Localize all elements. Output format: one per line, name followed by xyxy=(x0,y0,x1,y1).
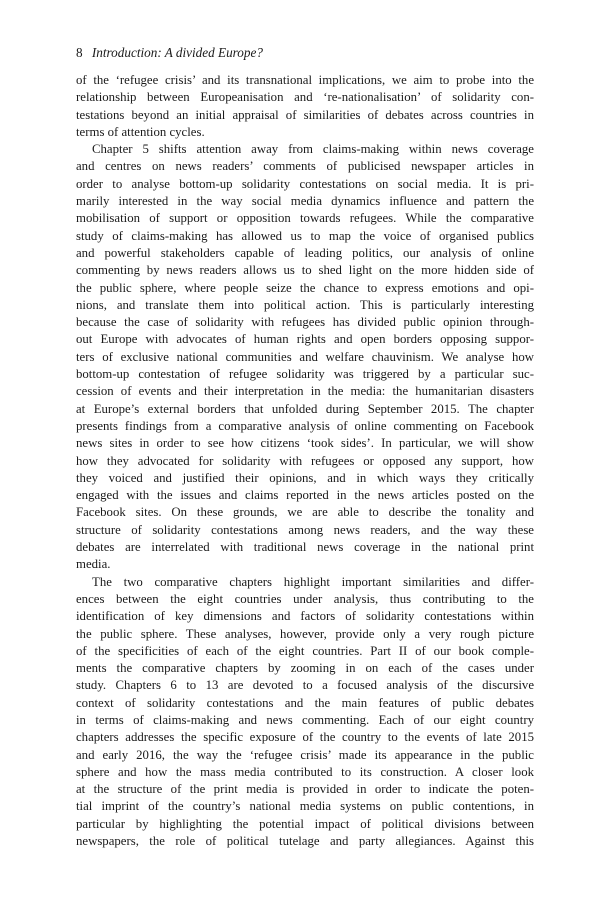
text-line: tial imprint of the country’s national media systems on public contentions, in xyxy=(76,799,534,814)
text-line: engaged with the issues and claims reported in the news articles posted on the xyxy=(76,488,534,503)
text-line: of the specificities of each of the eight countries. Part II of our book comple- xyxy=(76,643,534,658)
text-line: marily interested in the way social media dynamics influence and pattern the xyxy=(76,194,534,209)
text-line: study of claims-making has allowed us to map the voice of organised publics xyxy=(76,228,534,243)
page-number: 8 xyxy=(76,45,83,60)
text-line: mobilisation of support or opposition towards refugees. While the comparative xyxy=(76,211,534,226)
text-line: sphere and how the mass media contributed to its construction. A closer look xyxy=(76,764,534,779)
text-line: of the ‘refugee crisis’ and its transnational implications, we aim to probe into the xyxy=(76,73,534,87)
text-line: and centres on news readers’ comments of publicised newspaper articles in xyxy=(76,159,534,174)
text-line: order to analyse bottom-up solidarity contestations on social media. It is pri- xyxy=(76,176,534,191)
text-line: how they advocated for solidarity with refugees or opposed any support, how xyxy=(76,453,534,468)
text-line: chapters addresses the specific exposure of the country to the events of late 2015 xyxy=(76,730,534,745)
book-page xyxy=(76,44,534,850)
text-line: identification of key dimensions and factors of solidarity contestations within xyxy=(76,609,534,624)
text-line: the public sphere, where people seize the chance to express emotions and opi- xyxy=(76,280,534,295)
text-line: context of solidarity contestations and the main features of public debates xyxy=(76,695,534,710)
text-line: commenting by news readers allows us to shed light on the more hidden side of xyxy=(76,263,534,278)
text-line: ences between the eight countries under analysis, thus contributing to the xyxy=(76,591,534,606)
text-line: structure of solidarity contestations among news readers, and the way these xyxy=(76,522,534,537)
text-line: at Europe’s external borders that unfolded during September 2015. The chapter xyxy=(76,401,534,416)
text-line: because the case of solidarity with refugees has divided public opinion through- xyxy=(76,315,534,330)
text-line: bottom-up contestation of refugee solidarity was triggered by a particular suc- xyxy=(76,367,534,382)
text-line: and early 2016, the way the ‘refugee crisis’ made its appearance in the public xyxy=(76,747,534,762)
text-line: The two comparative chapters highlight important similarities and differ- xyxy=(92,574,534,589)
text-line: presents findings from a comparative analysis of online commenting on Facebook xyxy=(76,418,534,433)
running-head xyxy=(76,44,534,62)
text-line: newspapers, the role of political tutelage and party allegiances. Against this xyxy=(76,834,534,849)
text-line: ments the comparative chapters by zooming in on each of the cases under xyxy=(76,661,534,676)
text-line: Facebook sites. On these grounds, we are able to describe the tonality and xyxy=(76,505,534,520)
text-line: media. xyxy=(76,557,111,572)
text-line: they voiced and justified their opinions, and in which ways they critically xyxy=(76,470,534,485)
text-line: relationship between Europeanisation and ‘re-nationalisation’ of solidarity con- xyxy=(76,90,534,105)
text-line: study. Chapters 6 to 13 are devoted to a focused analysis of the discursive xyxy=(76,678,534,693)
text-line: the public sphere. These analyses, however, provide only a very rough picture xyxy=(76,626,534,641)
text-line: nions, and translate them into political action. This is particularly interesting xyxy=(76,297,534,312)
text-line: debates are interrelated with traditional news coverage in the national print xyxy=(76,540,534,555)
text-line: terms of attention cycles. xyxy=(76,124,205,139)
text-line: ters of exclusive national communities and welfare chauvinism. We analyse how xyxy=(76,349,534,364)
body-text xyxy=(76,72,534,850)
text-line: at the structure of the print media is provided in order to indicate the poten- xyxy=(76,782,534,797)
text-line: in terms of claims-making and news commenting. Each of our eight country xyxy=(76,712,534,727)
text-line: out Europe with advocates of human rights and open borders opposing suppor- xyxy=(76,332,534,347)
running-head-title: Introduction: A divided Europe? xyxy=(91,45,263,60)
text-line: and powerful stakeholders capable of leading politics, our analysis of online xyxy=(76,245,534,260)
text-line: testations beyond an initial appraisal of similarities of debates across countries in xyxy=(76,107,534,122)
text-line: particular by highlighting the potential impact of political divisions between xyxy=(76,816,534,831)
text-line: Chapter 5 shifts attention away from claims-making within news coverage xyxy=(92,142,534,157)
text-line: cession of events and their interpretation in the media: the humanitarian disasters xyxy=(76,384,534,399)
text-line: news sites in order to see how citizens ‘took sides’. In particular, we will show xyxy=(76,436,534,451)
